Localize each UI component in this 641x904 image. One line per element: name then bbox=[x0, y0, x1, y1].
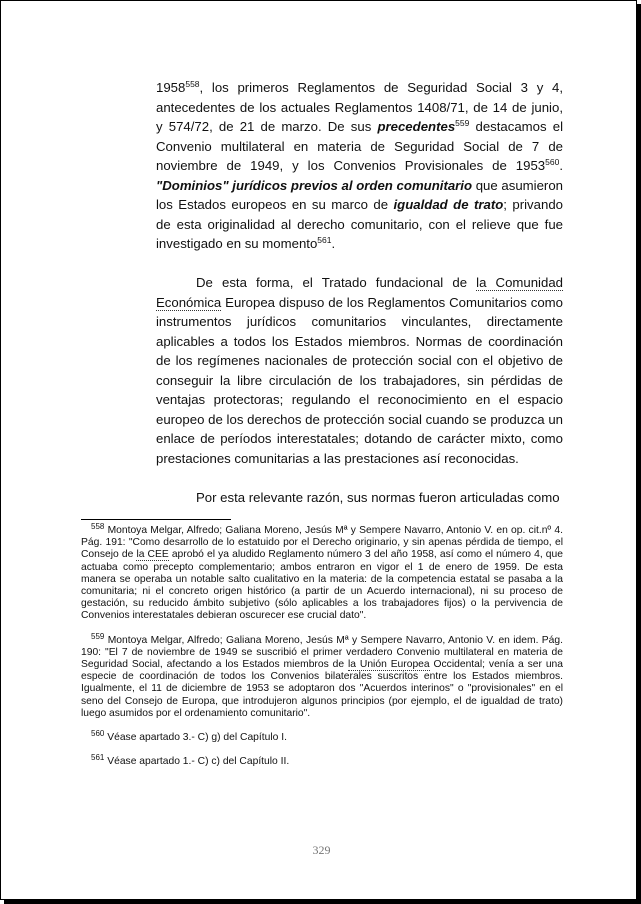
smart-tag-comunidad: la Comunidad Económica bbox=[156, 275, 563, 310]
text-run: destacamos el Convenio multilateral en materia de Seguridad Social de 7 de noviembre de 1949, y los Convenios Provisionales de 1953 bbox=[156, 119, 563, 173]
text-run: Europea dispuso de los Reglamentos Comunitarios como instrumentos jurídicos comunitarios vinculantes, directamente aplicables a todos los Estados miembros. Normas de coordinación de los regímenes nacionales de protección social con el objetivo de conseguir la libre circulación de los trabajadores, sin pérdidas de ventajas protectoras; regulando el reconocimiento en el espacio europeo de los derechos de protección social cuando se produzca un enlace de períodos interestatales; dotando de carácter mixto, como prestaciones comunitarias a las prestaciones así reconocidas. bbox=[156, 294, 563, 466]
footnote-number: 558 bbox=[91, 522, 105, 531]
footnote-ref-560[interactable]: 560 bbox=[545, 157, 560, 167]
text-run: ; privando de esta originalidad al derecho comunitario, con el relieve que fue investigado en su momento bbox=[156, 197, 563, 251]
footnote-separator bbox=[81, 519, 231, 520]
text-run: . bbox=[559, 158, 563, 173]
main-text bbox=[156, 78, 563, 507]
footnote-text: Montoya Melgar, Alfredo; Galiana Moreno, Jesús Mª y Sempere Navarro, Antonio V. en idem. Pág. 190: "El 7 de noviembre de 1949 se suscribió el primer verdadero Convenio multilateral en materia de Seguridad Social, afectando a los Estados miembros de bbox=[81, 634, 563, 671]
paragraph-1 bbox=[156, 78, 563, 254]
emphasis-precedentes: precedentes bbox=[377, 119, 456, 134]
footnote-text: Occidental; venía a ser una especie de coordinación de todos los Convenios bilaterales suscritos entre los Estados miembros. Igualmente, el 11 de diciembre de 1953 se adoptaron dos "Acuerdos interinos" o "provisionales" en el seno del Consejo de Europa, que introdujeron algunos principios (por ejemplo, el de igualdad de trato) luego asumidos por el ordenamiento comunitario". bbox=[81, 659, 563, 719]
footnote-number: 560 bbox=[91, 729, 105, 739]
text-run: 1958 bbox=[156, 80, 186, 95]
footnote-559 bbox=[81, 631, 563, 720]
smart-tag-union-europea: la Unión Europea bbox=[347, 659, 430, 671]
footnote-558 bbox=[81, 522, 563, 623]
footnote-ref-561[interactable]: 561 bbox=[317, 235, 332, 245]
footnote-text: aprobó el ya aludido Reglamento número 3 del año 1958, así como el número 4, que actuaba como precepto complementario; ambos entraron en vigor el 1 de enero de 1959. De esta manera se operaba un notable salto cualitativo en la materia: de la competencia estatal se pasaba a la comunitaria; ni el concreto origen histórico (a partir de un Acuerdo internacional), ni su proceso de gestación, su reducido ámbito subjetivo (sólo aplicables a los trabajadores fijos) o la pervivencia de Convenios interestatales debieran oscurecer ese crucial dato". bbox=[81, 549, 563, 622]
paragraph-2 bbox=[156, 273, 563, 468]
smart-tag-cee: la CEE bbox=[136, 549, 169, 561]
text-run: que asumieron los Estados europeos en su marco de bbox=[156, 177, 563, 212]
footnote-number: 559 bbox=[91, 631, 105, 641]
text-run: . bbox=[331, 236, 336, 251]
footnote-561 bbox=[81, 753, 563, 768]
paragraph-3: Por esta relevante razón, sus normas fueron articuladas como bbox=[196, 489, 560, 505]
footnote-560 bbox=[81, 729, 563, 744]
footnote-number: 561 bbox=[91, 753, 105, 763]
text-run: , los primeros Reglamentos de Seguridad Social 3 y 4, antecedentes de los actuales Reglamentos 1408/71, de 14 de junio, y 574/72, de 21 de marzo. De sus bbox=[156, 80, 563, 134]
text-run: De esta forma, el Tratado fundacional de bbox=[196, 275, 477, 290]
footnote-text: Véase apartado 1.- C) c) del Capítulo II. bbox=[104, 756, 290, 768]
emphasis-igualdad: igualdad de trato bbox=[393, 197, 504, 212]
footnote-ref-559[interactable]: 559 bbox=[455, 118, 470, 128]
footnote-text: Véase apartado 3.- C) g) del Capítulo I. bbox=[104, 732, 287, 744]
footnote-ref-558[interactable]: 558 bbox=[185, 79, 200, 89]
page-number: 329 bbox=[312, 843, 331, 857]
emphasis-dominios: "Dominios" jurídicos previos al orden comunitario bbox=[156, 177, 473, 193]
footnotes-area bbox=[81, 522, 563, 780]
footnote-text: Montoya Melgar, Alfredo; Galiana Moreno, Jesús Mª y Sempere Navarro, Antonio V. en op. cit.nº 4. Pág. 191: "Como desarrollo de lo estatuido por el Derecho originario, y sin apenas pérdida de tiempo, el Consejo de bbox=[81, 525, 563, 561]
